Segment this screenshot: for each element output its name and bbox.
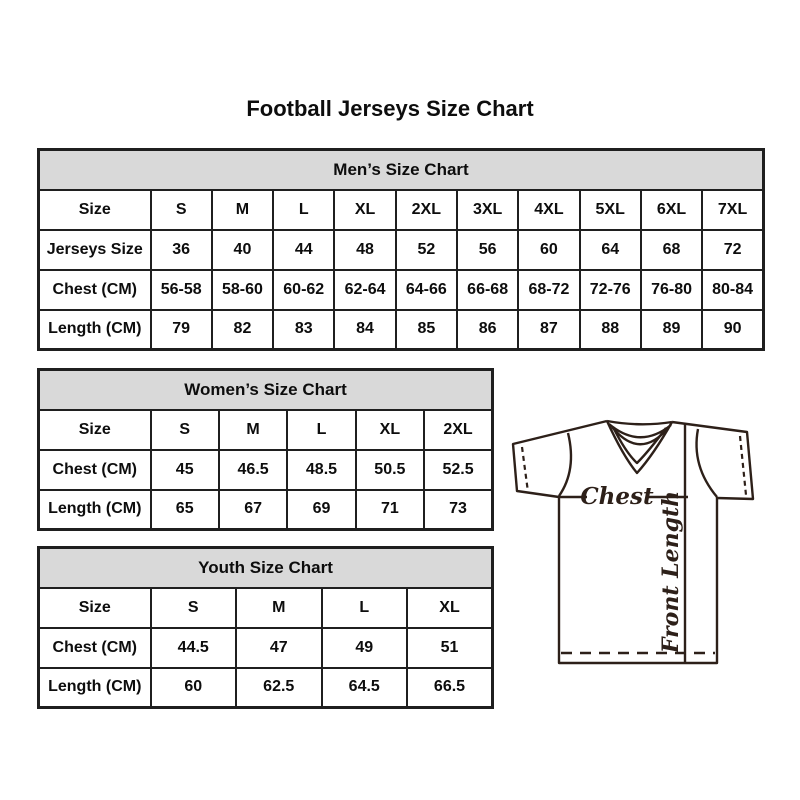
womens-size-chart-table bbox=[37, 368, 494, 531]
size-value-cell: 46.5 bbox=[219, 450, 287, 490]
women-table-title: Women’s Size Chart bbox=[39, 370, 493, 410]
women-table-header-row bbox=[39, 370, 493, 410]
size-value-cell: 62-64 bbox=[334, 270, 395, 310]
size-value-cell: L bbox=[273, 190, 334, 230]
size-value-cell: 36 bbox=[151, 230, 212, 270]
table-row bbox=[39, 410, 493, 450]
size-value-cell: 69 bbox=[287, 490, 355, 530]
row-label: Chest (CM) bbox=[39, 270, 151, 310]
men-table-header-row bbox=[39, 150, 764, 190]
size-value-cell: 68-72 bbox=[518, 270, 579, 310]
size-value-cell: S bbox=[151, 410, 219, 450]
size-value-cell: 66-68 bbox=[457, 270, 518, 310]
size-value-cell: 64-66 bbox=[396, 270, 457, 310]
jersey-measurement-diagram bbox=[495, 400, 775, 680]
size-value-cell: 50.5 bbox=[356, 450, 424, 490]
womens-size-chart-section bbox=[37, 368, 494, 528]
men-table-title: Men’s Size Chart bbox=[39, 150, 764, 190]
size-value-cell: 90 bbox=[702, 310, 763, 350]
table-row bbox=[39, 270, 764, 310]
jersey-left-sleeve-seam bbox=[559, 433, 571, 496]
front-length-label: Front Length bbox=[658, 490, 684, 654]
size-value-cell: 72-76 bbox=[580, 270, 641, 310]
table-row bbox=[39, 190, 764, 230]
size-value-cell: 79 bbox=[151, 310, 212, 350]
jersey-right-sleeve-seam bbox=[697, 429, 717, 497]
size-value-cell: 49 bbox=[322, 628, 408, 668]
size-value-cell: 7XL bbox=[702, 190, 763, 230]
jersey-right-cuff-dashed-line bbox=[740, 436, 746, 495]
chest-label: Chest bbox=[580, 483, 654, 510]
size-value-cell: 60-62 bbox=[273, 270, 334, 310]
size-value-cell: 48 bbox=[334, 230, 395, 270]
size-value-cell: 44 bbox=[273, 230, 334, 270]
table-row bbox=[39, 668, 493, 708]
size-value-cell: 80-84 bbox=[702, 270, 763, 310]
size-value-cell: 65 bbox=[151, 490, 219, 530]
jersey-body-outline bbox=[559, 496, 717, 663]
size-value-cell: 71 bbox=[356, 490, 424, 530]
row-label: Chest (CM) bbox=[39, 628, 151, 668]
size-value-cell: 72 bbox=[702, 230, 763, 270]
row-label: Size bbox=[39, 410, 151, 450]
size-value-cell: 52.5 bbox=[424, 450, 492, 490]
size-value-cell: 82 bbox=[212, 310, 273, 350]
size-value-cell: XL bbox=[407, 588, 493, 628]
size-value-cell: 66.5 bbox=[407, 668, 493, 708]
size-value-cell: 64.5 bbox=[322, 668, 408, 708]
mens-size-chart-section bbox=[37, 148, 765, 349]
size-value-cell: 48.5 bbox=[287, 450, 355, 490]
size-value-cell: 6XL bbox=[641, 190, 702, 230]
jersey-collar-top-edge bbox=[607, 421, 672, 424]
table-row bbox=[39, 628, 493, 668]
row-label: Length (CM) bbox=[39, 310, 151, 350]
size-value-cell: S bbox=[151, 588, 237, 628]
size-value-cell: 45 bbox=[151, 450, 219, 490]
size-value-cell: 68 bbox=[641, 230, 702, 270]
size-value-cell: 62.5 bbox=[236, 668, 322, 708]
youth-size-chart-table bbox=[37, 546, 494, 709]
row-label: Jerseys Size bbox=[39, 230, 151, 270]
size-value-cell: 89 bbox=[641, 310, 702, 350]
size-value-cell: 56 bbox=[457, 230, 518, 270]
size-value-cell: M bbox=[219, 410, 287, 450]
table-row bbox=[39, 310, 764, 350]
page-title: Football Jerseys Size Chart bbox=[246, 96, 534, 121]
table-row bbox=[39, 230, 764, 270]
table-row bbox=[39, 450, 493, 490]
size-value-cell: 83 bbox=[273, 310, 334, 350]
size-value-cell: XL bbox=[356, 410, 424, 450]
size-value-cell: 84 bbox=[334, 310, 395, 350]
row-label: Length (CM) bbox=[39, 668, 151, 708]
size-value-cell: S bbox=[151, 190, 212, 230]
size-value-cell: 86 bbox=[457, 310, 518, 350]
size-value-cell: 88 bbox=[580, 310, 641, 350]
row-label: Size bbox=[39, 190, 151, 230]
size-value-cell: 76-80 bbox=[641, 270, 702, 310]
size-value-cell: 4XL bbox=[518, 190, 579, 230]
table-row bbox=[39, 588, 493, 628]
table-row bbox=[39, 490, 493, 530]
size-value-cell: XL bbox=[334, 190, 395, 230]
size-value-cell: 64 bbox=[580, 230, 641, 270]
size-value-cell: M bbox=[212, 190, 273, 230]
size-value-cell: 85 bbox=[396, 310, 457, 350]
jersey-left-cuff-dashed-line bbox=[522, 447, 528, 492]
youth-table-title: Youth Size Chart bbox=[39, 548, 493, 588]
size-value-cell: 52 bbox=[396, 230, 457, 270]
size-value-cell: 40 bbox=[212, 230, 273, 270]
size-value-cell: 44.5 bbox=[151, 628, 237, 668]
size-value-cell: 60 bbox=[518, 230, 579, 270]
youth-table-header-row bbox=[39, 548, 493, 588]
size-value-cell: 73 bbox=[424, 490, 492, 530]
size-value-cell: 3XL bbox=[457, 190, 518, 230]
size-value-cell: M bbox=[236, 588, 322, 628]
size-value-cell: 58-60 bbox=[212, 270, 273, 310]
size-value-cell: 2XL bbox=[396, 190, 457, 230]
size-value-cell: 47 bbox=[236, 628, 322, 668]
row-label: Length (CM) bbox=[39, 490, 151, 530]
size-value-cell: 2XL bbox=[424, 410, 492, 450]
size-value-cell: 60 bbox=[151, 668, 237, 708]
size-value-cell: L bbox=[287, 410, 355, 450]
size-value-cell: 67 bbox=[219, 490, 287, 530]
size-value-cell: 5XL bbox=[580, 190, 641, 230]
mens-size-chart-table bbox=[37, 148, 765, 351]
row-label: Chest (CM) bbox=[39, 450, 151, 490]
youth-size-chart-section bbox=[37, 546, 494, 706]
size-value-cell: L bbox=[322, 588, 408, 628]
size-value-cell: 87 bbox=[518, 310, 579, 350]
size-value-cell: 51 bbox=[407, 628, 493, 668]
size-value-cell: 56-58 bbox=[151, 270, 212, 310]
row-label: Size bbox=[39, 588, 151, 628]
